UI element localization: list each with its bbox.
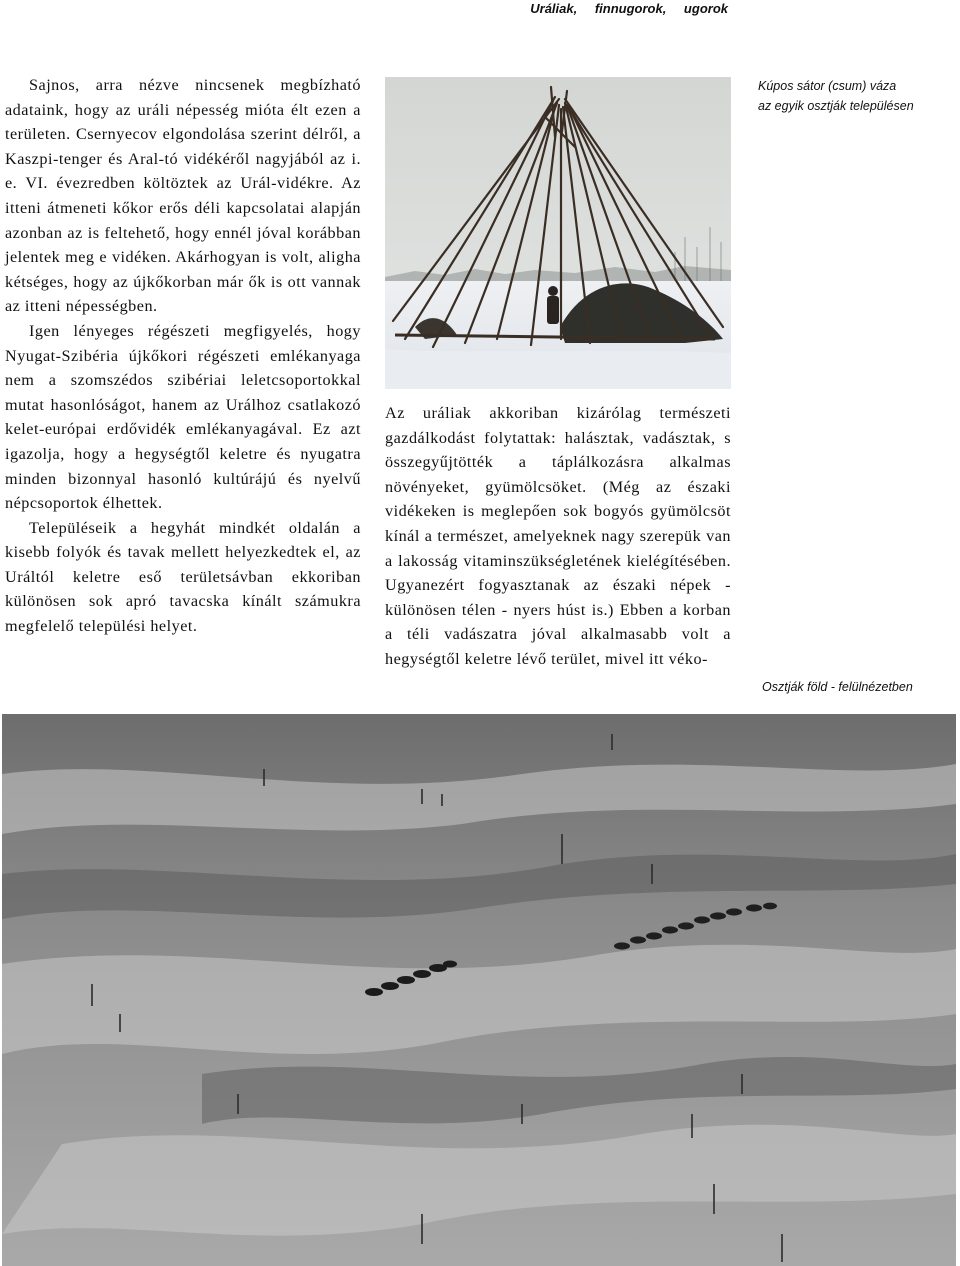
chum-photo-caption (758, 76, 954, 116)
chum-tent-illustration (385, 77, 731, 389)
middle-text-column (385, 401, 731, 672)
land-photo-caption: Osztják föld - felülnézetben (762, 680, 913, 694)
paragraph: Igen lényeges régészeti megfigyelés, hogy Nyugat-Szibéria újkőkori régészeti emlékanyaga nem a szomszédos szibériai leletcsoportokkal mutat hasonlóságot, hanem az Urálhoz csatlakozó kelet-európai erdővidék emlékanyagával. Ez azt igazolja, hogy a hegységtől keletre és nyugatra minden bizonnyal hasonló kultúrájú és nyelvű népcsoportok élhettek. (5, 321, 361, 513)
chum-tent-photo (385, 77, 731, 389)
paragraph: Településeik a hegyhát mindkét oldalán a kisebb folyók és tavak mellett helyezkedtek el, az Uráltól keletre eső területsávban ekkoriban különösen sok apró tavacska kínált számukra megfelelő települési helyet. (5, 518, 361, 636)
paragraph: Az uráliak akkoriban kizárólag természeti gazdálkodást folytattak: halásztak, vadásztak, s összegyűjtötték a táplálkozásra alkalmas növényeket, gyümölcsöket. (Még az északi vidékeken is meglepően sok bogyós gyümölcsöt kínál a természet, amelyeknek nagy szerepük van a lakosság vitaminszükségletének kielégítésében. Ugyanezért fogyasztanak az északi népek - különösen télen - nyers húst is.) Ebben a korban a téli vadászatra jóval alkalmasabb volt a hegységtől keletre lévő terület, mivel itt véko- (385, 404, 731, 668)
left-text-column (5, 73, 361, 639)
caption-line: az egyik osztják településen (758, 99, 914, 113)
caption-line: Kúpos sátor (csum) váza (758, 79, 897, 93)
paragraph: Sajnos, arra nézve nincsenek megbízható adataink, hogy az uráli népesség mióta élt ezen a területen. Csernyecov elgondolása szerint délről, a Kaszpi-tenger és Aral-tó vidékéről nagyjából az i. e. VI. évezredben költöztek az Urál-vidékre. Az itteni átmeneti kőkor erős déli kapcsolatai alapján azonban az is feltehető, hogy ennél jóval korábban jelentek meg e vidéken. Akárhogyan is volt, aligha kétséges, hogy az újkőkorban már ők is ott vannak az itteni népességben. (5, 76, 361, 316)
aerial-land-photo (2, 714, 956, 1266)
aerial-tundra-illustration (2, 714, 956, 1266)
running-title: Uráliak, finnugorok, ugorok (530, 1, 728, 16)
